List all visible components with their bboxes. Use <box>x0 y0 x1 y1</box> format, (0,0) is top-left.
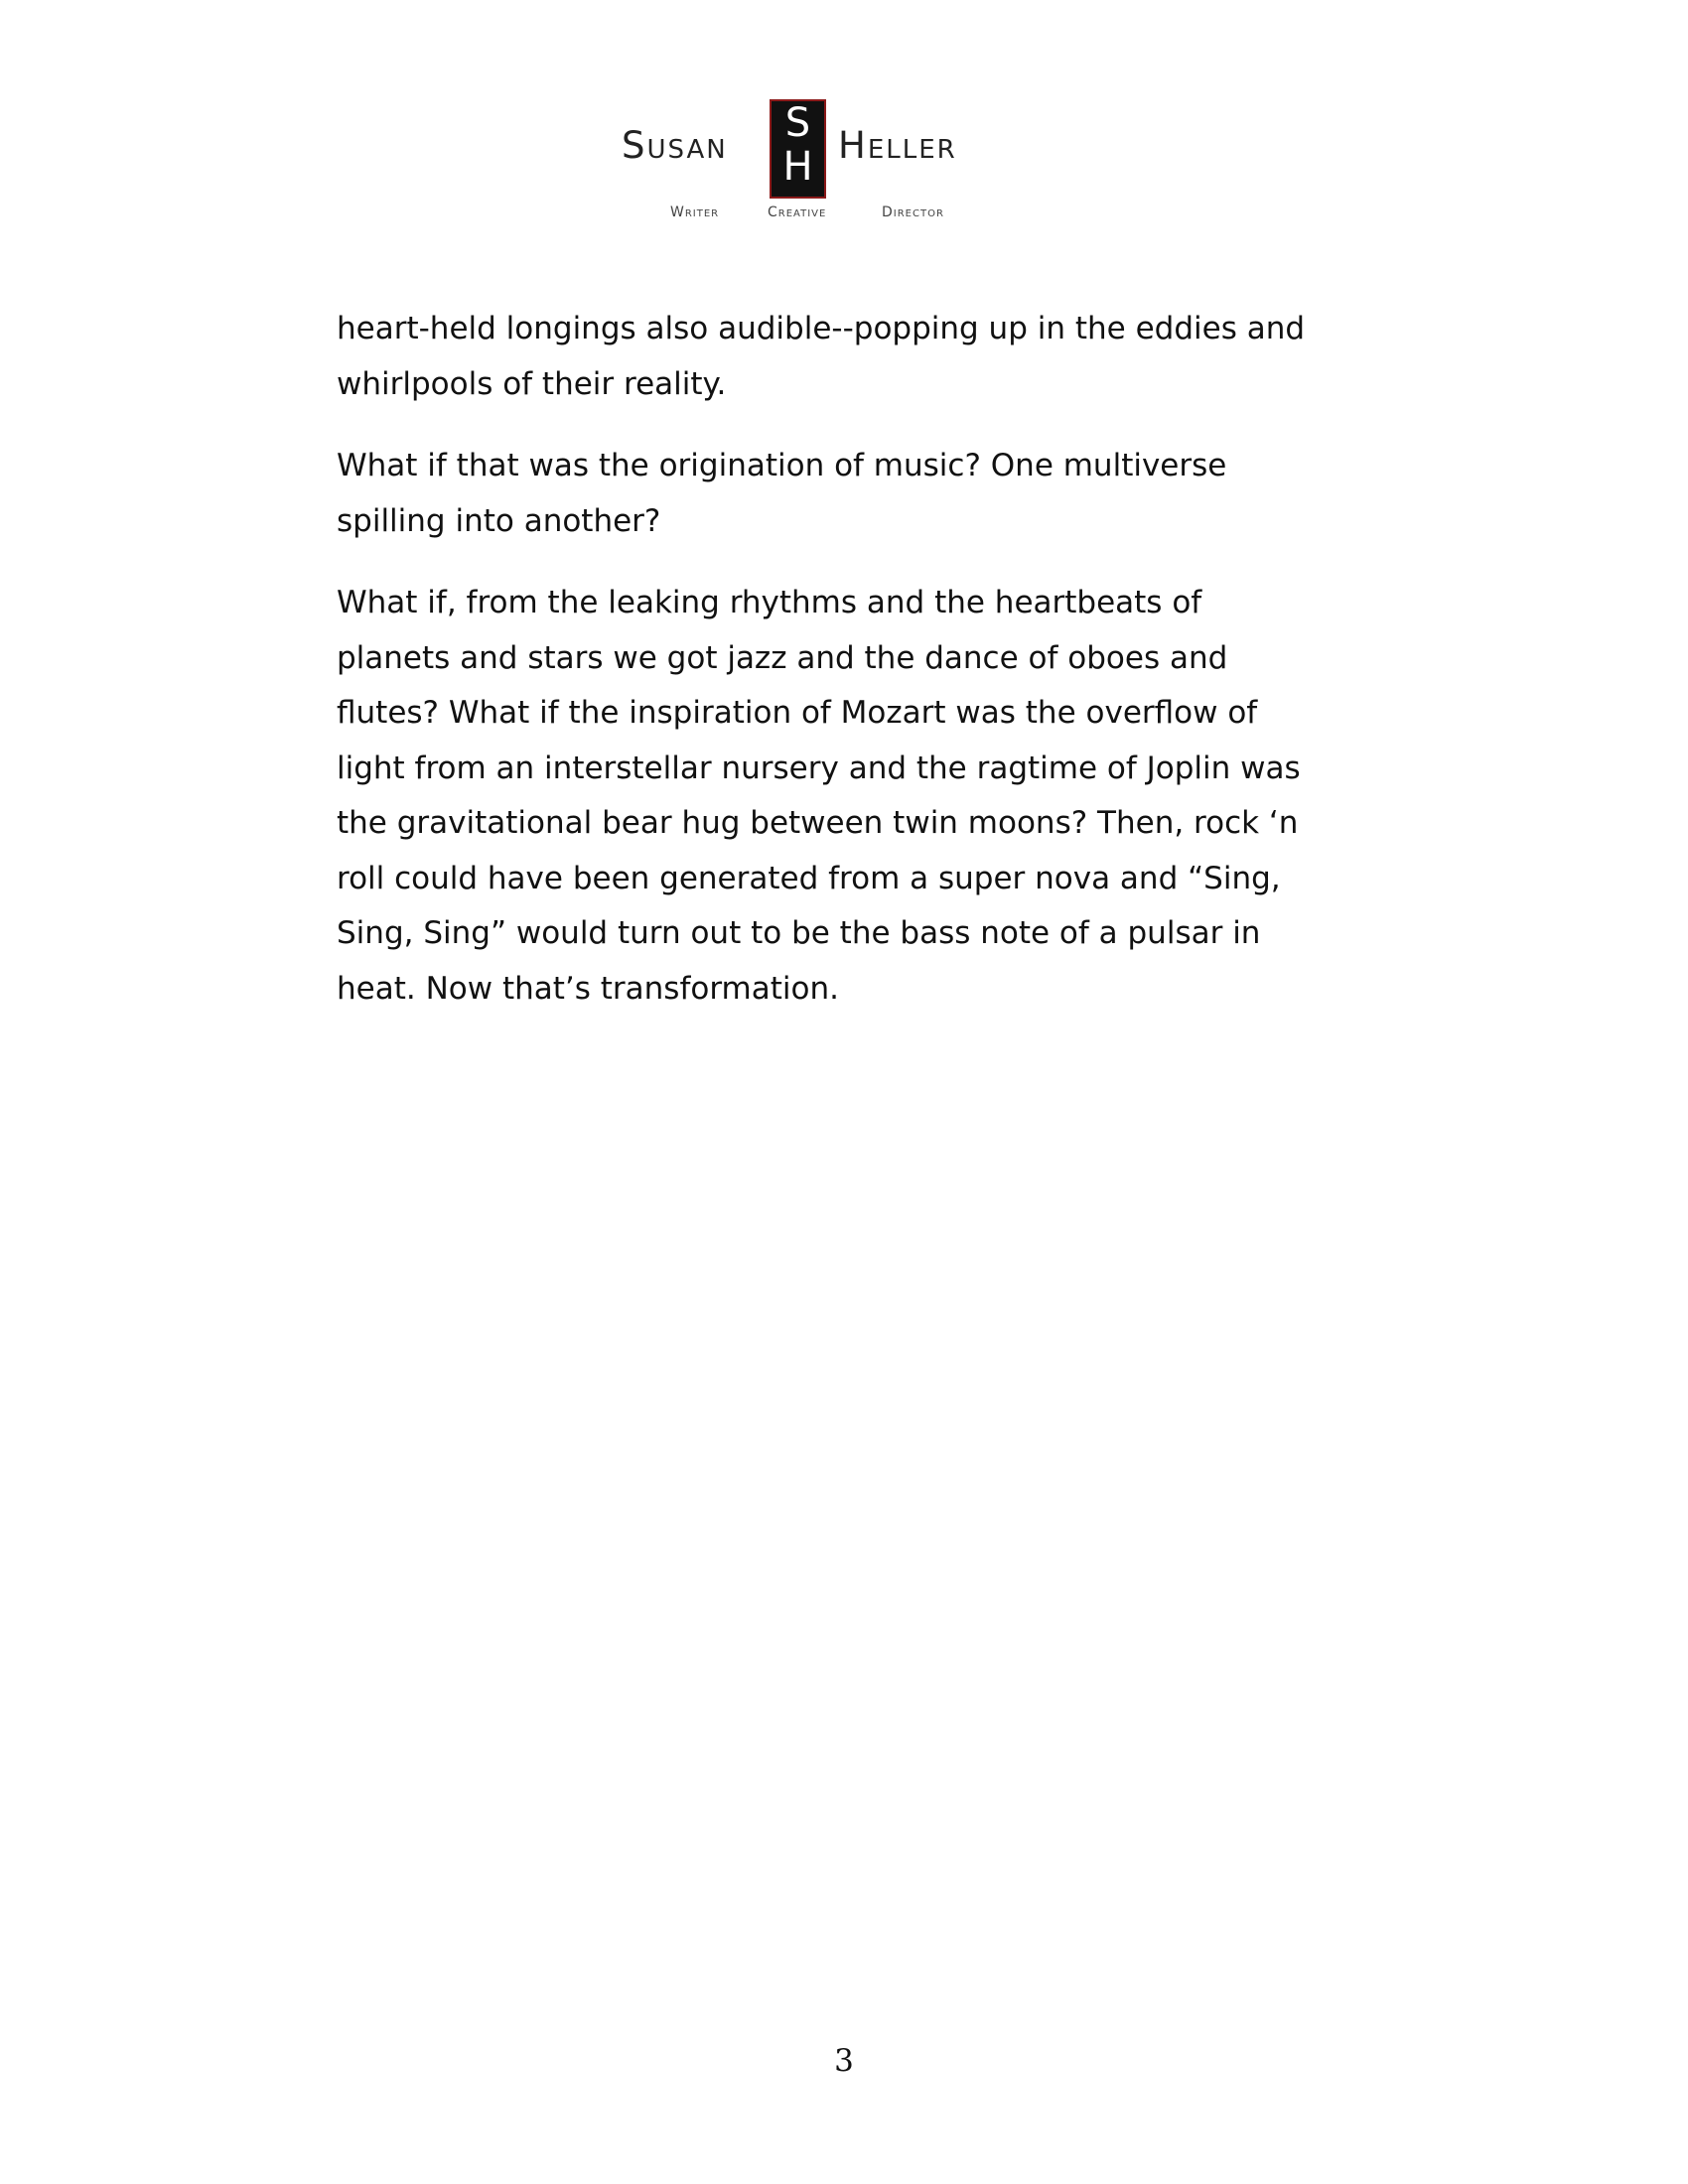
paragraph-3: What if, from the leaking rhythms and the heartbeats of planets and stars we got jazz and the dance of oboes and flutes? What if the inspiration of Mozart was the overflow of light from an interstellar nursery and the ragtime of Joplin was the gravitational bear hug between twin moons? Then, rock ‘n roll could have been generated from a super nova and “Sing, Sing, Sing” would turn out to be the bass note of a pulsar in heat. Now that’s transformation. <box>337 585 1301 1007</box>
letterhead <box>0 97 1688 226</box>
monogram-logo <box>770 99 826 199</box>
letterhead-last-name: Heller <box>838 124 957 167</box>
monogram-top-letter: S <box>784 100 811 146</box>
role-writer: Writer <box>670 205 720 220</box>
paragraph-1: heart-held longings also audible--popping up in the eddies and whirlpools of their reality. <box>337 311 1306 402</box>
role-director: Director <box>882 205 944 220</box>
paragraph-2: What if that was the origination of music? One multiverse spilling into another? <box>337 448 1227 539</box>
role-creative: Creative <box>768 205 827 220</box>
document-body <box>337 302 1330 1043</box>
letterhead-first-name: Susan <box>622 124 728 167</box>
page-number: 3 <box>834 2043 854 2079</box>
monogram-bottom-letter: H <box>782 144 813 190</box>
